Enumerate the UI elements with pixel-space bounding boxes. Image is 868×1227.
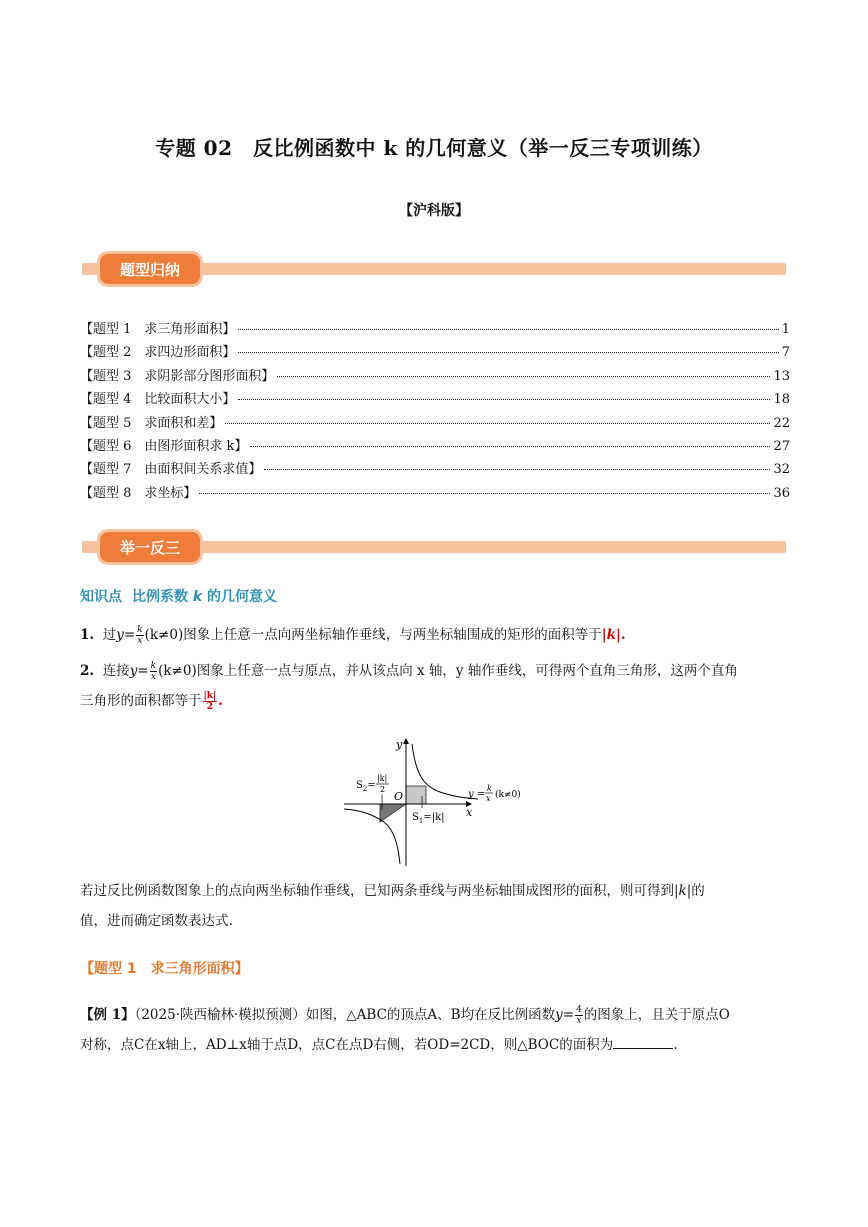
toc-entry[interactable] [80,388,790,411]
toc-entry[interactable] [80,458,790,481]
toc-entry-label: 【题型 3 求阴影部分图形面积】 [80,368,275,384]
s2-label: $S_2=$ [356,780,376,793]
toc-entry-page: 18 [773,392,790,408]
document-subtitle: 【沪科版】 [399,203,469,219]
toc-entry-page: 22 [773,415,790,431]
toc-entry-page: 32 [773,462,790,478]
toc-dot-leader [250,446,770,447]
toc-entry[interactable] [80,318,790,341]
toc-entry-page: 1 [781,322,790,337]
hyperbola-figure [340,736,540,868]
fraction-abs-k-over-2: $\frac{|k|}{2}$ [203,691,217,712]
s2-frac-den: 2 [380,785,386,794]
toc-entry-label: 【题型 5 求面积和差】 [80,415,223,431]
toc-entry[interactable] [80,435,790,458]
toc-entry-page: 27 [773,438,790,454]
fraction-k-over-x: $\frac{k}{x}$ [150,661,157,682]
section-label-summary: 题型归纳 [100,254,200,284]
function-frac-den: x [486,794,491,803]
shaded-rectangle-s1 [406,786,426,804]
type-1-heading: 【题型 1 求三角形面积】 [80,961,249,977]
answer-blank[interactable] [613,1034,673,1049]
figure-explanation: 若过反比例函数图象上的点向两坐标轴作垂线，已知两条垂线与两坐标轴围成图形的面积，则可得到|k|的 值，进而确定函数表达式. [80,883,705,929]
toc-dot-leader [264,469,770,470]
toc-dot-leader [225,423,770,424]
s2-frac-num: |k| [377,774,388,783]
toc-dot-leader [238,352,778,353]
fraction-4-over-x: $\frac{4}{x}$ [576,1005,582,1026]
function-label: y = [468,789,486,800]
toc-entry[interactable] [80,341,790,364]
origin-label: O [394,790,404,803]
toc-entry-label: 【题型 8 求坐标】 [80,485,197,501]
knowledge-paragraph-2: 2. 连接y= $\frac{k}{x}$ (k≠0)图象上任意一点与原点，并从该点向 x 轴，y 轴作垂线，可得两个直角三角形，这两个直角 三角形的面积都等于 $\frac{|k|}{2}$ . [80,661,738,712]
s1-label: $S_1=|k|$ [412,812,445,825]
hyperbola-branch-q3 [344,809,400,864]
fraction-k-over-x: $\frac{k}{x}$ [137,625,143,646]
knowledge-label: 知识点 [80,589,122,605]
toc-entry-label: 【题型 4 比较面积大小】 [80,392,236,408]
toc-entry-page: 36 [773,485,790,501]
toc-entry-page: 13 [773,368,790,384]
axis-label-x: x [466,806,473,819]
toc-entry[interactable] [80,365,790,388]
axis-label-y: y [396,738,403,751]
toc-entry-label: 【题型 7 由面积间关系求值】 [80,462,262,478]
toc-entry-label: 【题型 1 求三角形面积】 [80,322,236,337]
toc-dot-leader [199,493,770,494]
example-1: 【例 1】（2025·陕西榆林·模拟预测）如图，△ABC的顶点A、B均在反比例函数y= $\frac{4}{x}$ 的图象上，且关于原点O 对称，点C在x轴上，AD⊥x轴于点D，点C在点D右侧，若OD=2CD，则△BOC的面积为 . [80,1005,730,1053]
function-condition: (k≠0) [495,790,521,800]
table-of-contents [80,318,790,505]
knowledge-point-title: 知识点 比例系数 k 的几何意义 [80,589,278,605]
document-title: 专题 02 反比例函数中 k 的几何意义（举一反三专项训练） [155,136,713,160]
toc-dot-leader [238,329,778,330]
section-label-practice: 举一反三 [100,532,200,562]
knowledge-paragraph-1: 1. 过y= $\frac{k}{x}$ (k≠0)图象上任意一点向两坐标轴作垂线，与两坐标轴围成的矩形的面积等于|k|. [80,625,626,646]
function-frac-num: k [487,784,492,793]
toc-entry-page: 7 [781,345,790,361]
toc-entry-label: 【题型 2 求四边形面积】 [80,345,236,361]
shaded-triangle-s2 [380,804,406,822]
toc-entry-label: 【题型 6 由图形面积求 k】 [80,438,248,454]
y-axis-arrow [403,738,409,744]
toc-entry[interactable] [80,412,790,435]
toc-dot-leader [238,399,770,400]
toc-entry[interactable] [80,482,790,505]
toc-dot-leader [277,376,770,377]
